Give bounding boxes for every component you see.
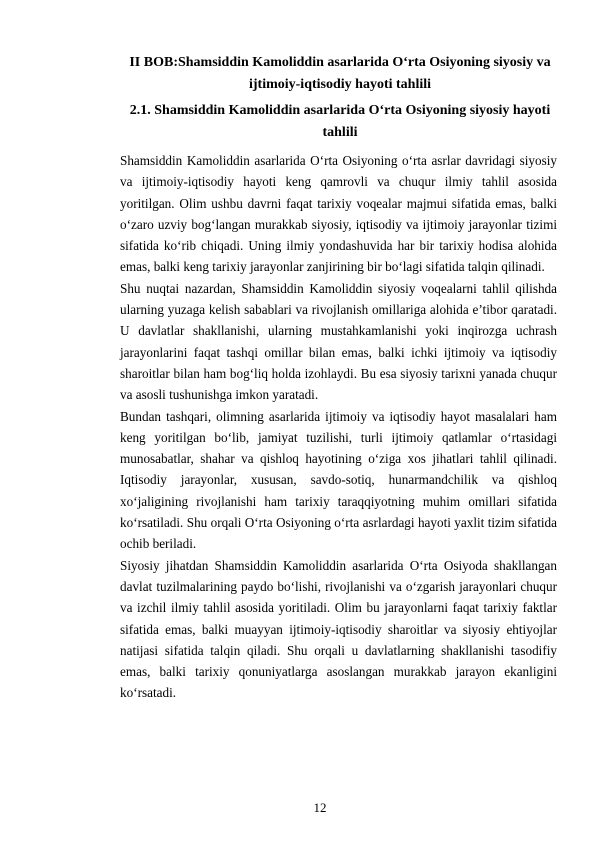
- section-title: 2.1. Shamsiddin Kamoliddin asarlarida O‘rta Osiyoning siyosiy hayoti tahlili: [129, 103, 551, 140]
- body-text: [120, 150, 557, 704]
- paragraph-4: Siyosiy jihatdan Shamsiddin Kamoliddin asarlarida O‘rta Osiyoda shakllangan davlat tuzilmalarining paydo bo‘lishi, rivojlanishi va o‘zgarish jarayonlari chuqur va izchil ilmiy tahlil asosida yoritiladi. Olim bu jarayonlarni faqat tarixiy faktlar sifatida emas, balki muayyan ijtimoiy-iqtisodiy sharoitlar va siyosiy ehtiyojlar natijasi sifatida talqin qiladi. Shu orqali u davlatlarning shakllanishi tasodifiy emas, balki tarixiy qonuniyatlarga asoslangan murakkab jarayon ekanligini ko‘rsatadi.: [120, 557, 557, 701]
- paragraph-3: Bundan tashqari, olimning asarlarida ijtimoiy va iqtisodiy hayot masalalari ham keng yoritilgan bo‘lib, jamiyat tuzilishi, turli ijtimoiy qatlamlar o‘rtasidagi munosabatlar, shahar va qishloq hayotining o‘ziga xos jihatlari tahlil qilinadi. Iqtisodiy jarayonlar, xususan, savdo-sotiq, hunarmandchilik va qishloq xo‘jaligining rivojlanishi ham tarixiy taraqqiyotning muhim omillari sifatida ko‘rsatiladi. Shu orqali O‘rta Osiyoning o‘rta asrlardagi hayoti yaxlit tizim sifatida ochib beriladi.: [120, 408, 557, 552]
- paragraph-1: Shamsiddin Kamoliddin asarlarida O‘rta Osiyoning o‘rta asrlar davridagi siyosiy va ijtimoiy-iqtisodiy hayoti keng qamrovli va chuqur ilmiy tahlil asosida yoritilgan. Olim ushbu davrni faqat tarixiy voqealar majmui sifatida emas, balki o‘zaro uzviy bog‘langan murakkab siyosiy, iqtisodiy va ijtimoiy jarayonlar tizimi sifatida ko‘rib chiqadi. Uning ilmiy yondashuvida har bir tarixiy hodisa alohida emas, balki keng tarixiy jarayonlar zanjirining bir bo‘lagi sifatida talqin qilinadi.: [120, 153, 557, 275]
- page-number: 12: [313, 800, 327, 815]
- chapter-title: II BOB:Shamsiddin Kamoliddin asarlarida O‘rta Osiyoning siyosiy va ijtimoiy-iqtisodiy hayoti tahlili: [129, 55, 551, 92]
- paragraph-2: Shu nuqtai nazardan, Shamsiddin Kamoliddin siyosiy voqealarni tahlil qilishda ularning yuzaga kelish sabablari va rivojlanish omillariga alohida e’tibor qaratadi. U davlatlar shakllanishi, ularning mustahkamlanishi yoki inqirozga uchrash jarayonlarini faqat tashqi omillar bilan emas, balki ichki ijtimoiy va iqtisodiy sharoitlar bilan ham bog‘liq holda izohlaydi. Bu esa siyosiy tarixni yanada chuqur va asosli tushunishga imkon yaratadi.: [120, 280, 557, 403]
